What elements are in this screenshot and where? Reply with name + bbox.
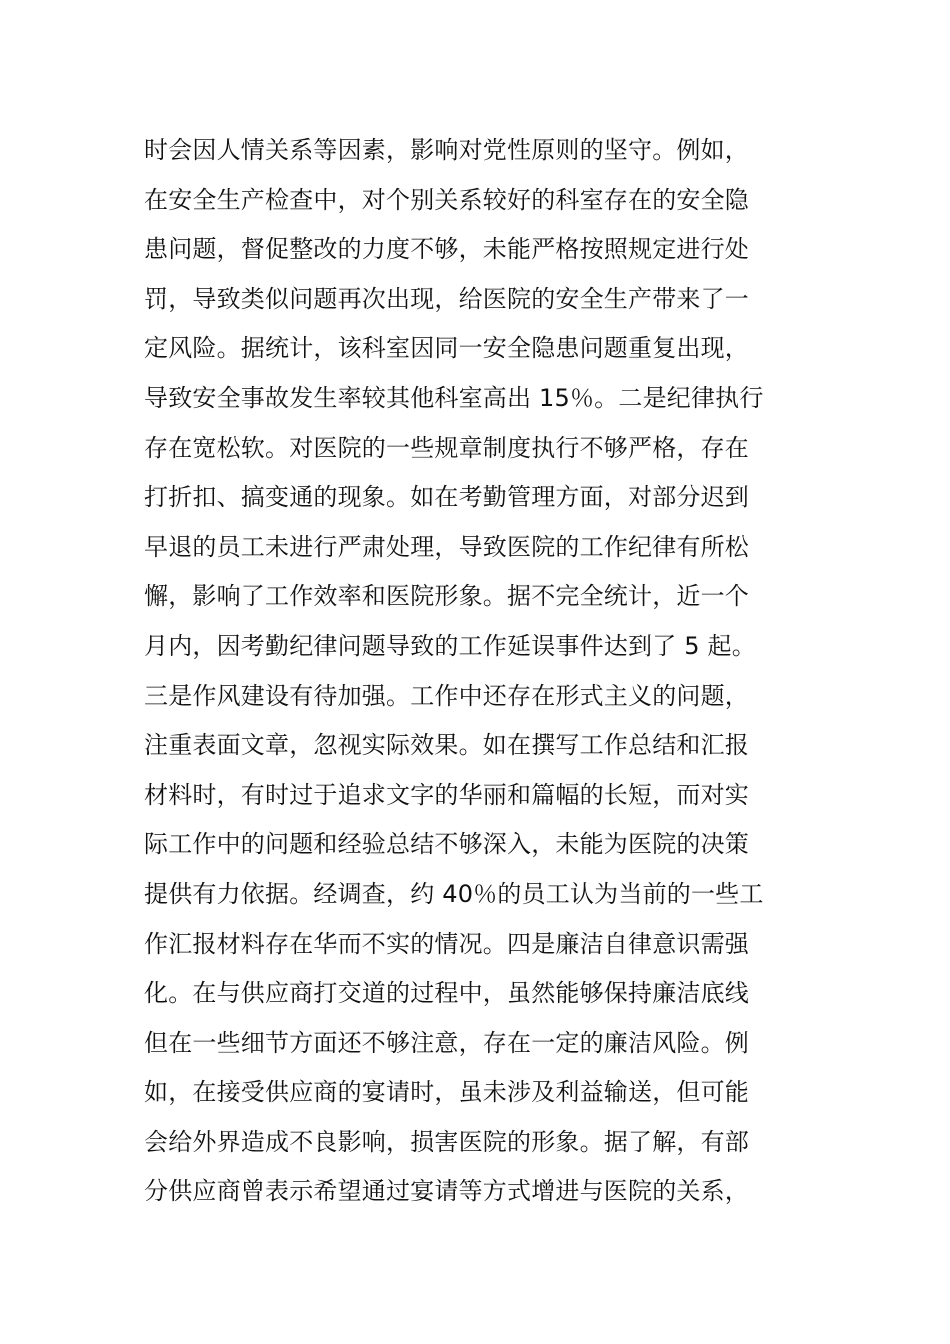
text-line: 定风险。据统计，该科室因同一安全隐患问题重复出现， xyxy=(144,334,749,363)
text-line: 提供有力依据。经调查，约 40％的员工认为当前的一些工 xyxy=(144,879,764,908)
text-line: 导致安全事故发生率较其他科室高出 15％。二是纪律执行 xyxy=(144,383,764,412)
text-line: 但在一些细节方面还不够注意，存在一定的廉洁风险。例 xyxy=(144,1028,749,1057)
text-line: 月内，因考勤纪律问题导致的工作延误事件达到了 5 起。 xyxy=(144,631,756,660)
text-line: 际工作中的问题和经验总结不够深入，未能为医院的决策 xyxy=(144,830,749,859)
text-line: 三是作风建设有待加强。工作中还存在形式主义的问题， xyxy=(144,681,749,710)
text-line: 罚，导致类似问题再次出现，给医院的安全生产带来了一 xyxy=(144,284,749,313)
text-line: 注重表面文章，忽视实际效果。如在撰写工作总结和汇报 xyxy=(144,731,749,760)
text-line: 患问题，督促整改的力度不够，未能严格按照规定进行处 xyxy=(144,235,749,264)
body-text xyxy=(144,126,814,1217)
text-line: 时会因人情关系等因素，影响对党性原则的坚守。例如， xyxy=(144,136,749,164)
text-line: 会给外界造成不良影响，损害医院的形象。据了解，有部 xyxy=(144,1127,749,1156)
text-line: 材料时，有时过于追求文字的华丽和篇幅的长短，而对实 xyxy=(144,780,749,809)
text-line: 存在宽松软。对医院的一些规章制度执行不够严格，存在 xyxy=(144,433,749,462)
text-line: 早退的员工未进行严肃处理，导致医院的工作纪律有所松 xyxy=(144,532,749,561)
text-line: 作汇报材料存在华而不实的情况。四是廉洁自律意识需强 xyxy=(144,929,749,958)
text-line: 分供应商曾表示希望通过宴请等方式增进与医院的关系， xyxy=(144,1177,749,1206)
text-line: 懈，影响了工作效率和医院形象。据不完全统计，近一个 xyxy=(144,582,749,611)
text-line: 如，在接受供应商的宴请时，虽未涉及利益输送，但可能 xyxy=(144,1078,749,1107)
text-line: 在安全生产检查中，对个别关系较好的科室存在的安全隐 xyxy=(144,185,749,214)
text-line: 打折扣、搞变通的现象。如在考勤管理方面，对部分迟到 xyxy=(144,483,749,512)
text-line: 化。在与供应商打交道的过程中，虽然能够保持廉洁底线 xyxy=(144,979,749,1008)
